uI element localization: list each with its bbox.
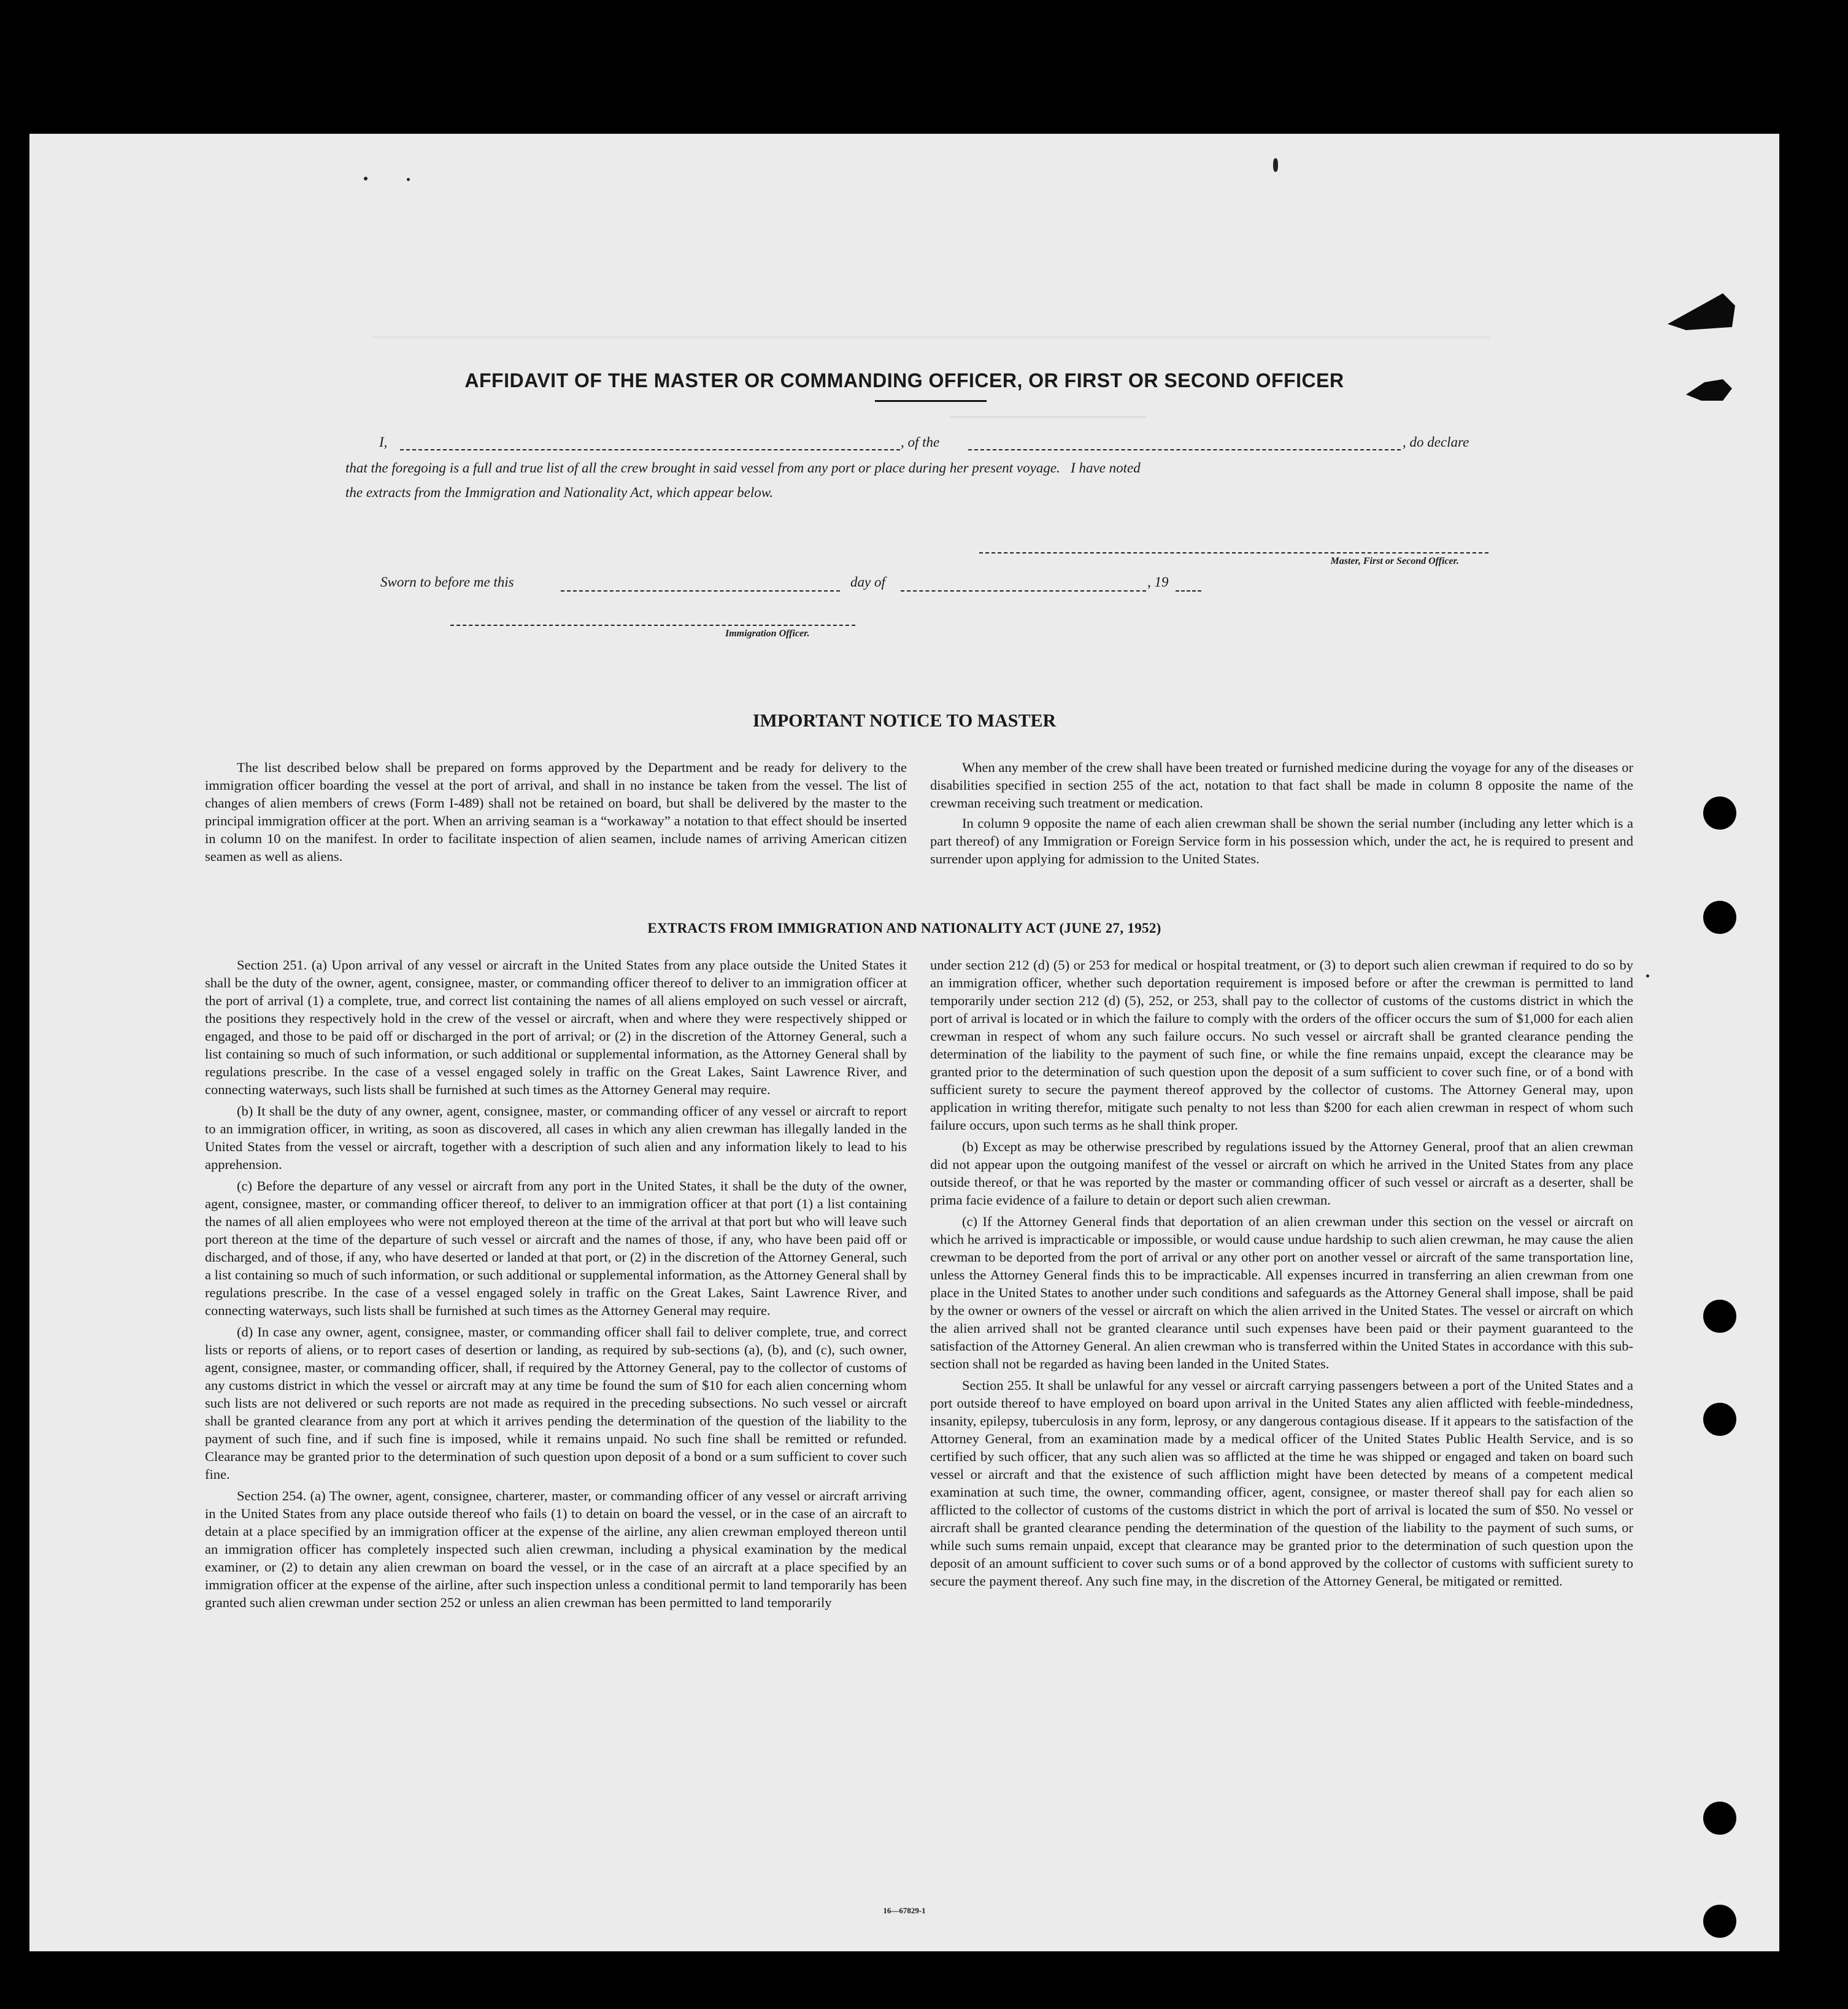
master-signature-label: Master, First or Second Officer. xyxy=(1330,556,1459,566)
torn-mark-shape-1 xyxy=(1668,293,1735,330)
sworn-label: Sworn to before me this xyxy=(380,574,514,590)
punch-hole xyxy=(1703,1802,1736,1835)
bleed-through-marks-2 xyxy=(950,416,1146,433)
year-label: , 19 xyxy=(1147,574,1169,590)
section-251-d: (d) In case any owner, agent, consignee, master, or commanding officer shall fail to deliver complete, true, and correct lists or reports of aliens, or to report cases of desertion or landing, as required by sub-sections (a), (b), and (c), such owner, agent, consignee, master, or commanding officer, shall, if required by the Attorney General, pay to the collector of customs of any customs district in which the vessel or aircraft may at any time be found the sum of $10 for each alien concerning whom such lists are not delivered or such reports are not made as required in the preceding subsections. No such vessel or aircraft shall be granted clearance from any port at which it arrives pending the determination of the question of the liability to the payment of such fine, and if such fine is imposed, while it remains unpaid. No such fine shall be remitted or refunded. Clearance may be granted prior to the determination of such question upon deposit of a bond or a sum sufficient to cover such fine. xyxy=(205,1324,907,1482)
punch-hole xyxy=(1703,901,1736,934)
immigration-officer-line xyxy=(450,625,855,626)
title-underline xyxy=(875,400,987,402)
punch-hole xyxy=(1703,1403,1736,1436)
section-255: Section 255. It shall be unlawful for any vessel or aircraft carrying passengers between a port of the United States and a port outside thereof to have employed on board upon arrival in the United States any alien afflicted with feeble-mindedness, insanity, epilepsy, tuberculosis in any form, leprosy, or any dangerous contagious disease. If it appears to the satisfaction of the Attorney General, from an examination made by a medical officer of the United States Public Health Service, and is so certified by such officer, that any such alien was so afflicted at the time he was shipped or engaged and taken on board such vessel or aircraft and that the existence of such affliction might have been detected by means of a competent medical examination at such time, the owner, commanding officer, agent, consignee, or master thereof shall pay for each alien so afflicted to the collector of customs of the customs district in which the port of arrival is located the sum of $50. No vessel or aircraft shall be granted clearance pending the determination of the question of the liability to the payment of such sums, or while such sums remain unpaid, except that clearance may be granted prior to the determination of such question upon the deposit of an amount sufficient to cover such sums or of a bond approved by the collector of customs with sufficient surety to secure the payment thereof. Any such fine may, in the discretion of the Attorney General, be mitigated or remitted. xyxy=(930,1378,1633,1589)
immigration-officer-label: Immigration Officer. xyxy=(725,628,810,639)
extracts-right-column xyxy=(930,956,1633,1594)
sworn-day-line xyxy=(561,590,840,592)
section-254-a-continued: under section 212 (d) (5) or 253 for medical or hospital treatment, or (3) to deport such alien crewman if required to do so by an immigration officer, whether such deportation requirement is imposed before or after the crewman is permitted to land temporarily under section 212 (d) (5), 252, or 253, shall pay to the collector of customs of the customs district in which the port of arrival is located or in which the failure to comply with the orders of the officer occurs the sum of $1,000 for each alien crewman in respect of whom any such failure occurs. No such vessel or aircraft shall be granted clearance pending the determination of the liability to the payment of such fine, or while the fine remains unpaid, except the clearance may be granted prior to the determination of such question upon the deposit of a sum sufficient to cover such fine, or of a bond with sufficient surety to secure the payment thereof approved by the collector of customs. The Attorney General may, upon application in writing therefor, mitigate such penalty to not less than $200 for each alien crewman in respect of whom such failure occurs, upon such terms as he shall think proper. xyxy=(930,957,1633,1133)
bleed-through-marks xyxy=(373,336,1490,357)
punch-hole xyxy=(1703,1905,1736,1938)
extracts-left-column xyxy=(205,956,907,1615)
notice-left-column xyxy=(205,758,907,869)
ink-speck xyxy=(364,177,368,180)
section-254-b: (b) Except as may be otherwise prescribed by regulations issued by the Attorney General, proof that an alien crewman did not appear upon the outgoing manifest of the vessel or aircraft on which he arrived in the United States from any place outside thereof, or that he was reported by the master or commanding officer of such vessel or aircraft as a deserter, shall be prima facie evidence of a failure to detain or deport such alien crewman. xyxy=(930,1139,1633,1208)
notice-left-paragraph: The list described below shall be prepared on forms approved by the Department and be ready for delivery to the immigration officer boarding the vessel at the port of arrival, and shall in no instance be taken from the vessel. The list of changes of alien members of crews (Form I-489) shall not be retained on board, but shall be delivered by the master to the principal immigration officer at the port. When an arriving seaman is a “workaway” a notation to that effect should be inserted in column 10 on the manifest. In order to facilitate inspection of alien seamen, include names of arriving American citizen seamen as well as aliens. xyxy=(205,760,907,864)
notice-right-paragraph-1: When any member of the crew shall have been treated or furnished medicine during the voyage for any of the diseases or disabilities specified in section 255 of the act, notation to that fact shall be made in column 8 opposite the name of the crewman receiving such treatment or medication. xyxy=(930,760,1633,811)
i-label: I, xyxy=(379,434,388,450)
notice-right-column xyxy=(930,758,1633,871)
notice-title: IMPORTANT NOTICE TO MASTER xyxy=(752,711,1057,731)
sworn-month-line xyxy=(901,590,1146,592)
day-of-label: day of xyxy=(850,574,885,590)
document-page xyxy=(29,134,1779,1951)
ink-speck xyxy=(407,178,410,181)
sworn-year-line xyxy=(1176,590,1201,592)
torn-corner-mark xyxy=(1631,281,1741,404)
statement-line-2: the extracts from the Immigration and Nationality Act, which appear below. xyxy=(345,485,774,500)
ink-speck xyxy=(1273,158,1278,172)
form-number: 16—67829-1 xyxy=(883,1906,926,1915)
extracts-title: EXTRACTS FROM IMMIGRATION AND NATIONALITY ACT (JUNE 27, 1952) xyxy=(647,920,1161,936)
vessel-field-line xyxy=(968,449,1401,450)
torn-mark-shape-2 xyxy=(1686,379,1732,401)
punch-hole xyxy=(1703,1300,1736,1333)
of-the-label: , of the xyxy=(901,434,940,450)
section-254-c: (c) If the Attorney General finds that deportation of an alien crewman under this section on the vessel or aircraft on which he arrived is impracticable or impossible, or would cause undue hardship to such alien crewman, he may cause the alien crewman to be deported from the port of arrival or any other port on another vessel or aircraft of the same transportation line, unless the Attorney General finds this to be impracticable. All expenses incurred in transferring an alien crewman from one place in the United States to another under such conditions and safeguards as the Attorney General shall impose, shall be paid by the owner or owners of the vessel or aircraft on which the alien arrived in the United States. The vessel or aircraft on which the alien arrived shall not be granted clearance until such expenses have been paid or their payment guaranteed to the satisfaction of the Attorney General. An alien crewman who is transferred within the United States in accordance with this sub-section shall not be regarded as having been landed in the United States. xyxy=(930,1214,1633,1371)
statement-line-1: that the foregoing is a full and true list of all the crew brought in said vessel from any port or place during her present voyage. I have noted xyxy=(345,460,1141,476)
master-signature-line xyxy=(979,552,1488,553)
section-251-c: (c) Before the departure of any vessel or aircraft from any port in the United States, it shall be the duty of the owner, agent, consignee, master, or commanding officer thereof, to deliver to an immigration officer at that port (1) a list containing the names of all alien employees who were not employed thereon at the time of the arrival at that port but who will leave such port thereon at the time of the departure of such vessel or aircraft and the names of those, if any, who have been paid off or discharged, and of those, if any, who have deserted or landed at that port, or (2) in the discretion of the Attorney General, such a list containing so much of such information, or such additional or supplemental information, as the Attorney General shall by regulations prescribe. In the case of a vessel engaged solely in traffic on the Great Lakes, Saint Lawrence River, and connecting waterways, such lists shall be furnished at such times as the Attorney General may require. xyxy=(205,1178,907,1318)
section-254-a: Section 254. (a) The owner, agent, consignee, charterer, master, or commanding officer of any vessel or aircraft arriving in the United States from any place outside thereof who fails (1) to detain on board the vessel, or in the case of an aircraft to detain at a place specified by an immigration officer at the expense of the airline, any alien crewman employed thereon until an immigration officer has completely inspected such alien crewman, including a physical examination by the medical examiner, or (2) to detain any alien crewman on board the vessel, or in the case of an aircraft at a place specified by an immigration officer at the expense of the airline, after such inspection unless a conditional permit to land temporarily has been granted such alien crewman under section 252 or unless an alien crewman has been permitted to land temporarily xyxy=(205,1488,907,1610)
section-251-b: (b) It shall be the duty of any owner, agent, consignee, master, or commanding officer of any vessel or aircraft to report to an immigration officer, in writing, as soon as discovered, all cases in which any alien crewman has illegally landed in the United States from the vessel or aircraft, together with a description of such alien and any information likely to lead to his apprehension. xyxy=(205,1103,907,1172)
punch-hole xyxy=(1703,796,1736,830)
do-declare-label: , do declare xyxy=(1403,434,1469,450)
notice-right-paragraph-2: In column 9 opposite the name of each alien crewman shall be shown the serial number (including any letter which is a part thereof) of any Immigration or Foreign Service form in his possession which, under the act, he is required to present and surrender upon applying for admission to the United States. xyxy=(930,816,1633,866)
name-field-line xyxy=(400,449,900,450)
affidavit-title: AFFIDAVIT OF THE MASTER OR COMMANDING OFFICER, OR FIRST OR SECOND OFFICER xyxy=(464,369,1344,391)
section-251-a: Section 251. (a) Upon arrival of any vessel or aircraft in the United States from any place outside the United States it shall be the duty of the owner, agent, consignee, master, or commanding officer thereof to deliver to an immigration officer at the port of arrival (1) a complete, true, and correct list containing the names of all aliens employed on such vessel or aircraft, the positions they respectively hold in the crew of the vessel or aircraft, when and where they were respectively shipped or engaged, and those to be paid off or discharged in the port of arrival; or (2) in the discretion of the Attorney General, such a list containing so much of such information, or such additional or supplemental information, as the Attorney General shall by regulations prescribe. In the case of a vessel engaged solely in traffic on the Great Lakes, Saint Lawrence River, and connecting waterways, such lists shall be furnished at such times as the Attorney General may require. xyxy=(205,957,907,1097)
ink-speck xyxy=(1646,974,1649,978)
